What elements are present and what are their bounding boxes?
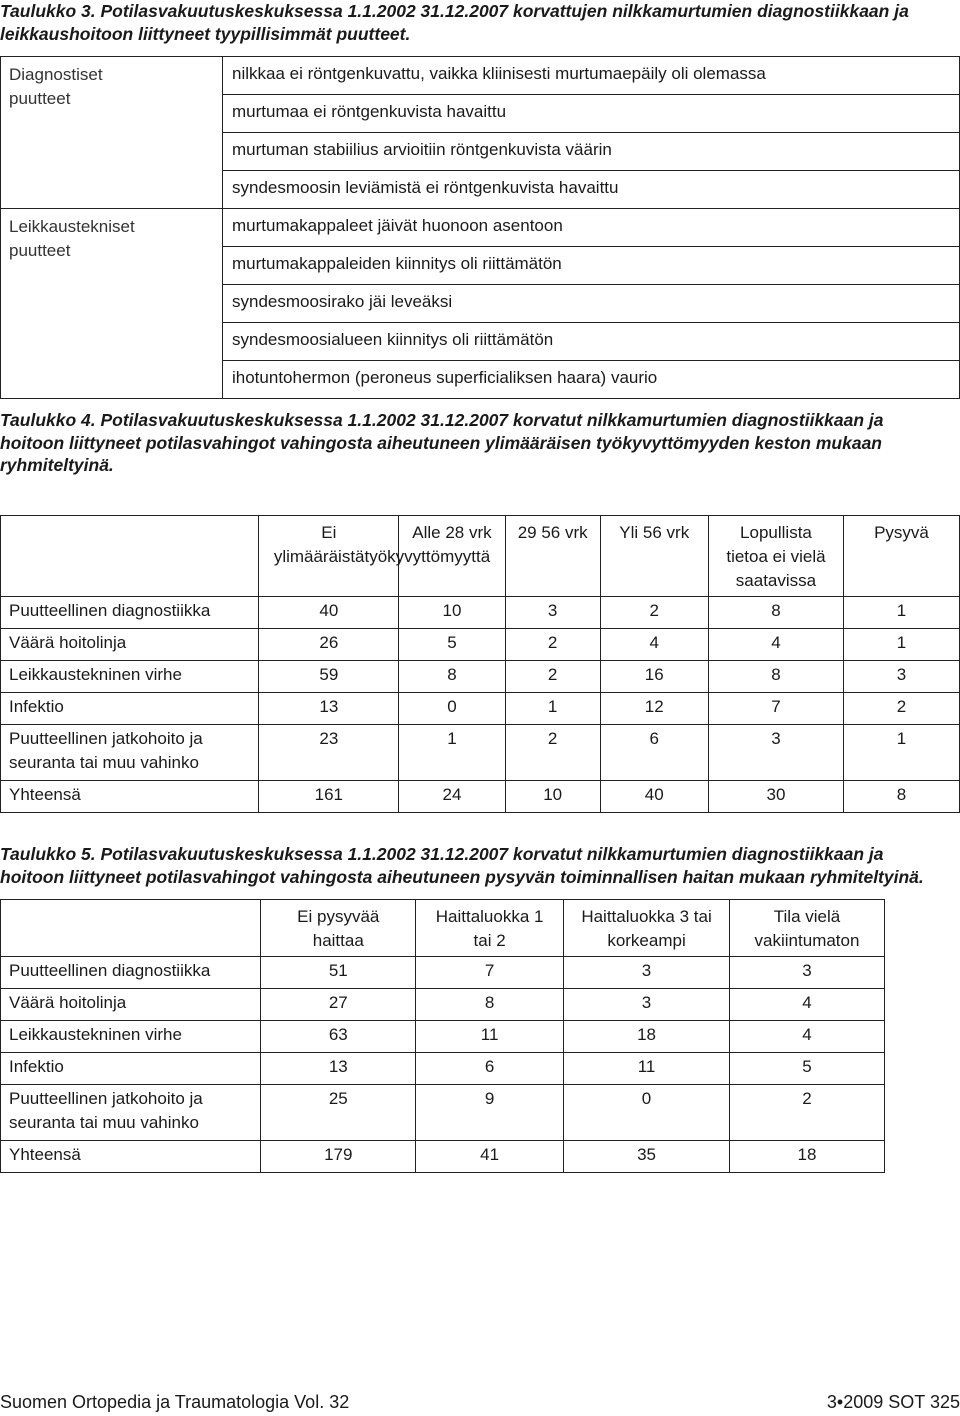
table-cell: 10: [505, 781, 600, 813]
table-cell: 51: [261, 957, 416, 989]
table3-item: murtumakappaleet jäivät huonoon asentoon: [223, 209, 960, 247]
table-cell: 11: [416, 1021, 564, 1053]
table-cell: 3: [505, 597, 600, 629]
table3-item: syndesmoosirako jäi leveäksi: [223, 285, 960, 323]
table-cell: 63: [261, 1021, 416, 1053]
table3-item: murtumaa ei röntgenkuvista havaittu: [223, 95, 960, 133]
table-row: [1, 661, 960, 693]
table-cell: 12: [600, 693, 708, 725]
row-label: Puutteellinen jatkohoito ja seuranta tai muu vahinko: [1, 1085, 261, 1141]
table3-item: ihotuntohermon (peroneus superficialiksen haara) vaurio: [223, 361, 960, 399]
row-label: Puutteellinen diagnostiikka: [1, 597, 259, 629]
table-cell: 2: [505, 725, 600, 781]
table-cell: 1: [843, 597, 959, 629]
footer-issue: 3•2009 SOT 325: [826, 1392, 960, 1412]
table-row: [1, 597, 960, 629]
table-cell: 16: [600, 661, 708, 693]
table-cell: 2: [600, 597, 708, 629]
table-cell: 8: [399, 661, 506, 693]
table-cell: 35: [564, 1141, 730, 1173]
row-label: Puutteellinen jatkohoito ja seuranta tai muu vahinko: [1, 725, 259, 781]
table-row: [1, 629, 960, 661]
table-cell: 2: [505, 661, 600, 693]
row-label: Infektio: [1, 693, 259, 725]
table5: [0, 899, 885, 1173]
table-row: [1, 1141, 885, 1173]
table-cell: 1: [399, 725, 506, 781]
row-label: Väärä hoitolinja: [1, 989, 261, 1021]
table-row: [1, 1053, 885, 1085]
table4-header: Lopullista tietoa ei vielä saatavissa: [708, 516, 843, 597]
table-cell: 27: [261, 989, 416, 1021]
table-cell: 4: [730, 989, 885, 1021]
table-row: [1, 1085, 885, 1141]
table-row: [1, 957, 885, 989]
table5-header: Tila vielä vakiintumaton: [730, 900, 885, 957]
table-cell: 161: [259, 781, 399, 813]
table-cell: 11: [564, 1053, 730, 1085]
table-row: [1, 693, 960, 725]
table-cell: 40: [600, 781, 708, 813]
row-label: Väärä hoitolinja: [1, 629, 259, 661]
table-cell: 8: [708, 661, 843, 693]
table5-caption: Taulukko 5. Potilasvakuutuskeskuksessa 1.1.2002 31.12.2007 korvatut nilkkamurtumien diagnostiikkaan ja hoitoon liittyneet potilasvahingot vahingosta aiheutuneen pysyvän toiminnallisen haitan mukaan ryhmiteltyinä.: [0, 844, 924, 887]
table5-header: Ei pysyvää haittaa: [261, 900, 416, 957]
row-label: Yhteensä: [1, 781, 259, 813]
table4-header: Yli 56 vrk: [600, 516, 708, 597]
table-cell: 179: [261, 1141, 416, 1173]
table-cell: 2: [730, 1085, 885, 1141]
table4: [0, 515, 960, 813]
table5-header: Haittaluokka 1 tai 2: [416, 900, 564, 957]
table-cell: 18: [564, 1021, 730, 1053]
table-cell: 8: [708, 597, 843, 629]
table-cell: 10: [399, 597, 506, 629]
table-cell: 23: [259, 725, 399, 781]
table-cell: 9: [416, 1085, 564, 1141]
table-cell: 40: [259, 597, 399, 629]
table3-item: syndesmoosialueen kiinnitys oli riittämätön: [223, 323, 960, 361]
table-cell: 2: [505, 629, 600, 661]
table3-item: syndesmoosin leviämistä ei röntgenkuvista havaittu: [223, 171, 960, 209]
table4-header: Pysyvä: [843, 516, 959, 597]
table-cell: 2: [843, 693, 959, 725]
table-cell: 7: [708, 693, 843, 725]
table-row: [1, 725, 960, 781]
table3-item: nilkkaa ei röntgenkuvattu, vaikka kliinisesti murtumaepäily oli olemassa: [223, 57, 960, 95]
table-cell: 1: [843, 629, 959, 661]
table3-caption: Taulukko 3. Potilasvakuutuskeskuksessa 1.1.2002 31.12.2007 korvattujen nilkkamurtumien diagnostiikkaan ja leikkaushoitoon liittyneet tyypillisimmät puutteet.: [0, 1, 909, 44]
table4-caption: Taulukko 4. Potilasvakuutuskeskuksessa 1.1.2002 31.12.2007 korvatut nilkkamurtumien diagnostiikkaan ja hoitoon liittyneet potilasvahingot vahingosta aiheutuneen ylimääräisen työkyvyttömyyden keston mukaan ryhmiteltyinä.: [0, 410, 884, 475]
table-cell: 25: [261, 1085, 416, 1141]
table-cell: 3: [843, 661, 959, 693]
table-cell: 13: [261, 1053, 416, 1085]
table-cell: 3: [564, 957, 730, 989]
table-cell: 59: [259, 661, 399, 693]
table4-header: 29 56 vrk: [505, 516, 600, 597]
row-label: Infektio: [1, 1053, 261, 1085]
table-cell: 3: [708, 725, 843, 781]
row-label: Puutteellinen diagnostiikka: [1, 957, 261, 989]
table-cell: 26: [259, 629, 399, 661]
row-label: Leikkaustekninen virhe: [1, 1021, 261, 1053]
table-cell: 4: [730, 1021, 885, 1053]
table-cell: 0: [564, 1085, 730, 1141]
table-cell: 4: [600, 629, 708, 661]
table-cell: 5: [730, 1053, 885, 1085]
table-cell: 1: [843, 725, 959, 781]
table-cell: 1: [505, 693, 600, 725]
table-cell: 4: [708, 629, 843, 661]
table3: [0, 56, 960, 399]
table-cell: 0: [399, 693, 506, 725]
table3-group-label: Leikkaustekniset puutteet: [1, 209, 223, 399]
table3-group-label: Diagnostiset puutteet: [1, 57, 223, 209]
table-cell: 18: [730, 1141, 885, 1173]
table4-header: Ei ylimääräistätyökyvyttömyyttä: [259, 516, 399, 597]
table-cell: 24: [399, 781, 506, 813]
table-cell: 41: [416, 1141, 564, 1173]
table4-corner: [1, 516, 259, 597]
table-cell: 8: [843, 781, 959, 813]
table-row: [1, 781, 960, 813]
table3-item: murtumakappaleiden kiinnitys oli riittämätön: [223, 247, 960, 285]
table-cell: 3: [564, 989, 730, 1021]
table-row: [1, 1021, 885, 1053]
table-cell: 13: [259, 693, 399, 725]
table-cell: 3: [730, 957, 885, 989]
table-cell: 6: [416, 1053, 564, 1085]
table5-header: Haittaluokka 3 tai korkeampi: [564, 900, 730, 957]
table-cell: 8: [416, 989, 564, 1021]
table-cell: 30: [708, 781, 843, 813]
table3-item: murtuman stabiilius arvioitiin röntgenkuvista väärin: [223, 133, 960, 171]
table-cell: 6: [600, 725, 708, 781]
footer-journal: Suomen Ortopedia ja Traumatologia Vol. 32: [0, 1392, 350, 1412]
row-label: Leikkaustekninen virhe: [1, 661, 259, 693]
table-row: [1, 989, 885, 1021]
row-label: Yhteensä: [1, 1141, 261, 1173]
table5-corner: [1, 900, 261, 957]
table-cell: 5: [399, 629, 506, 661]
table4-header: Alle 28 vrk: [399, 516, 506, 597]
table-cell: 7: [416, 957, 564, 989]
